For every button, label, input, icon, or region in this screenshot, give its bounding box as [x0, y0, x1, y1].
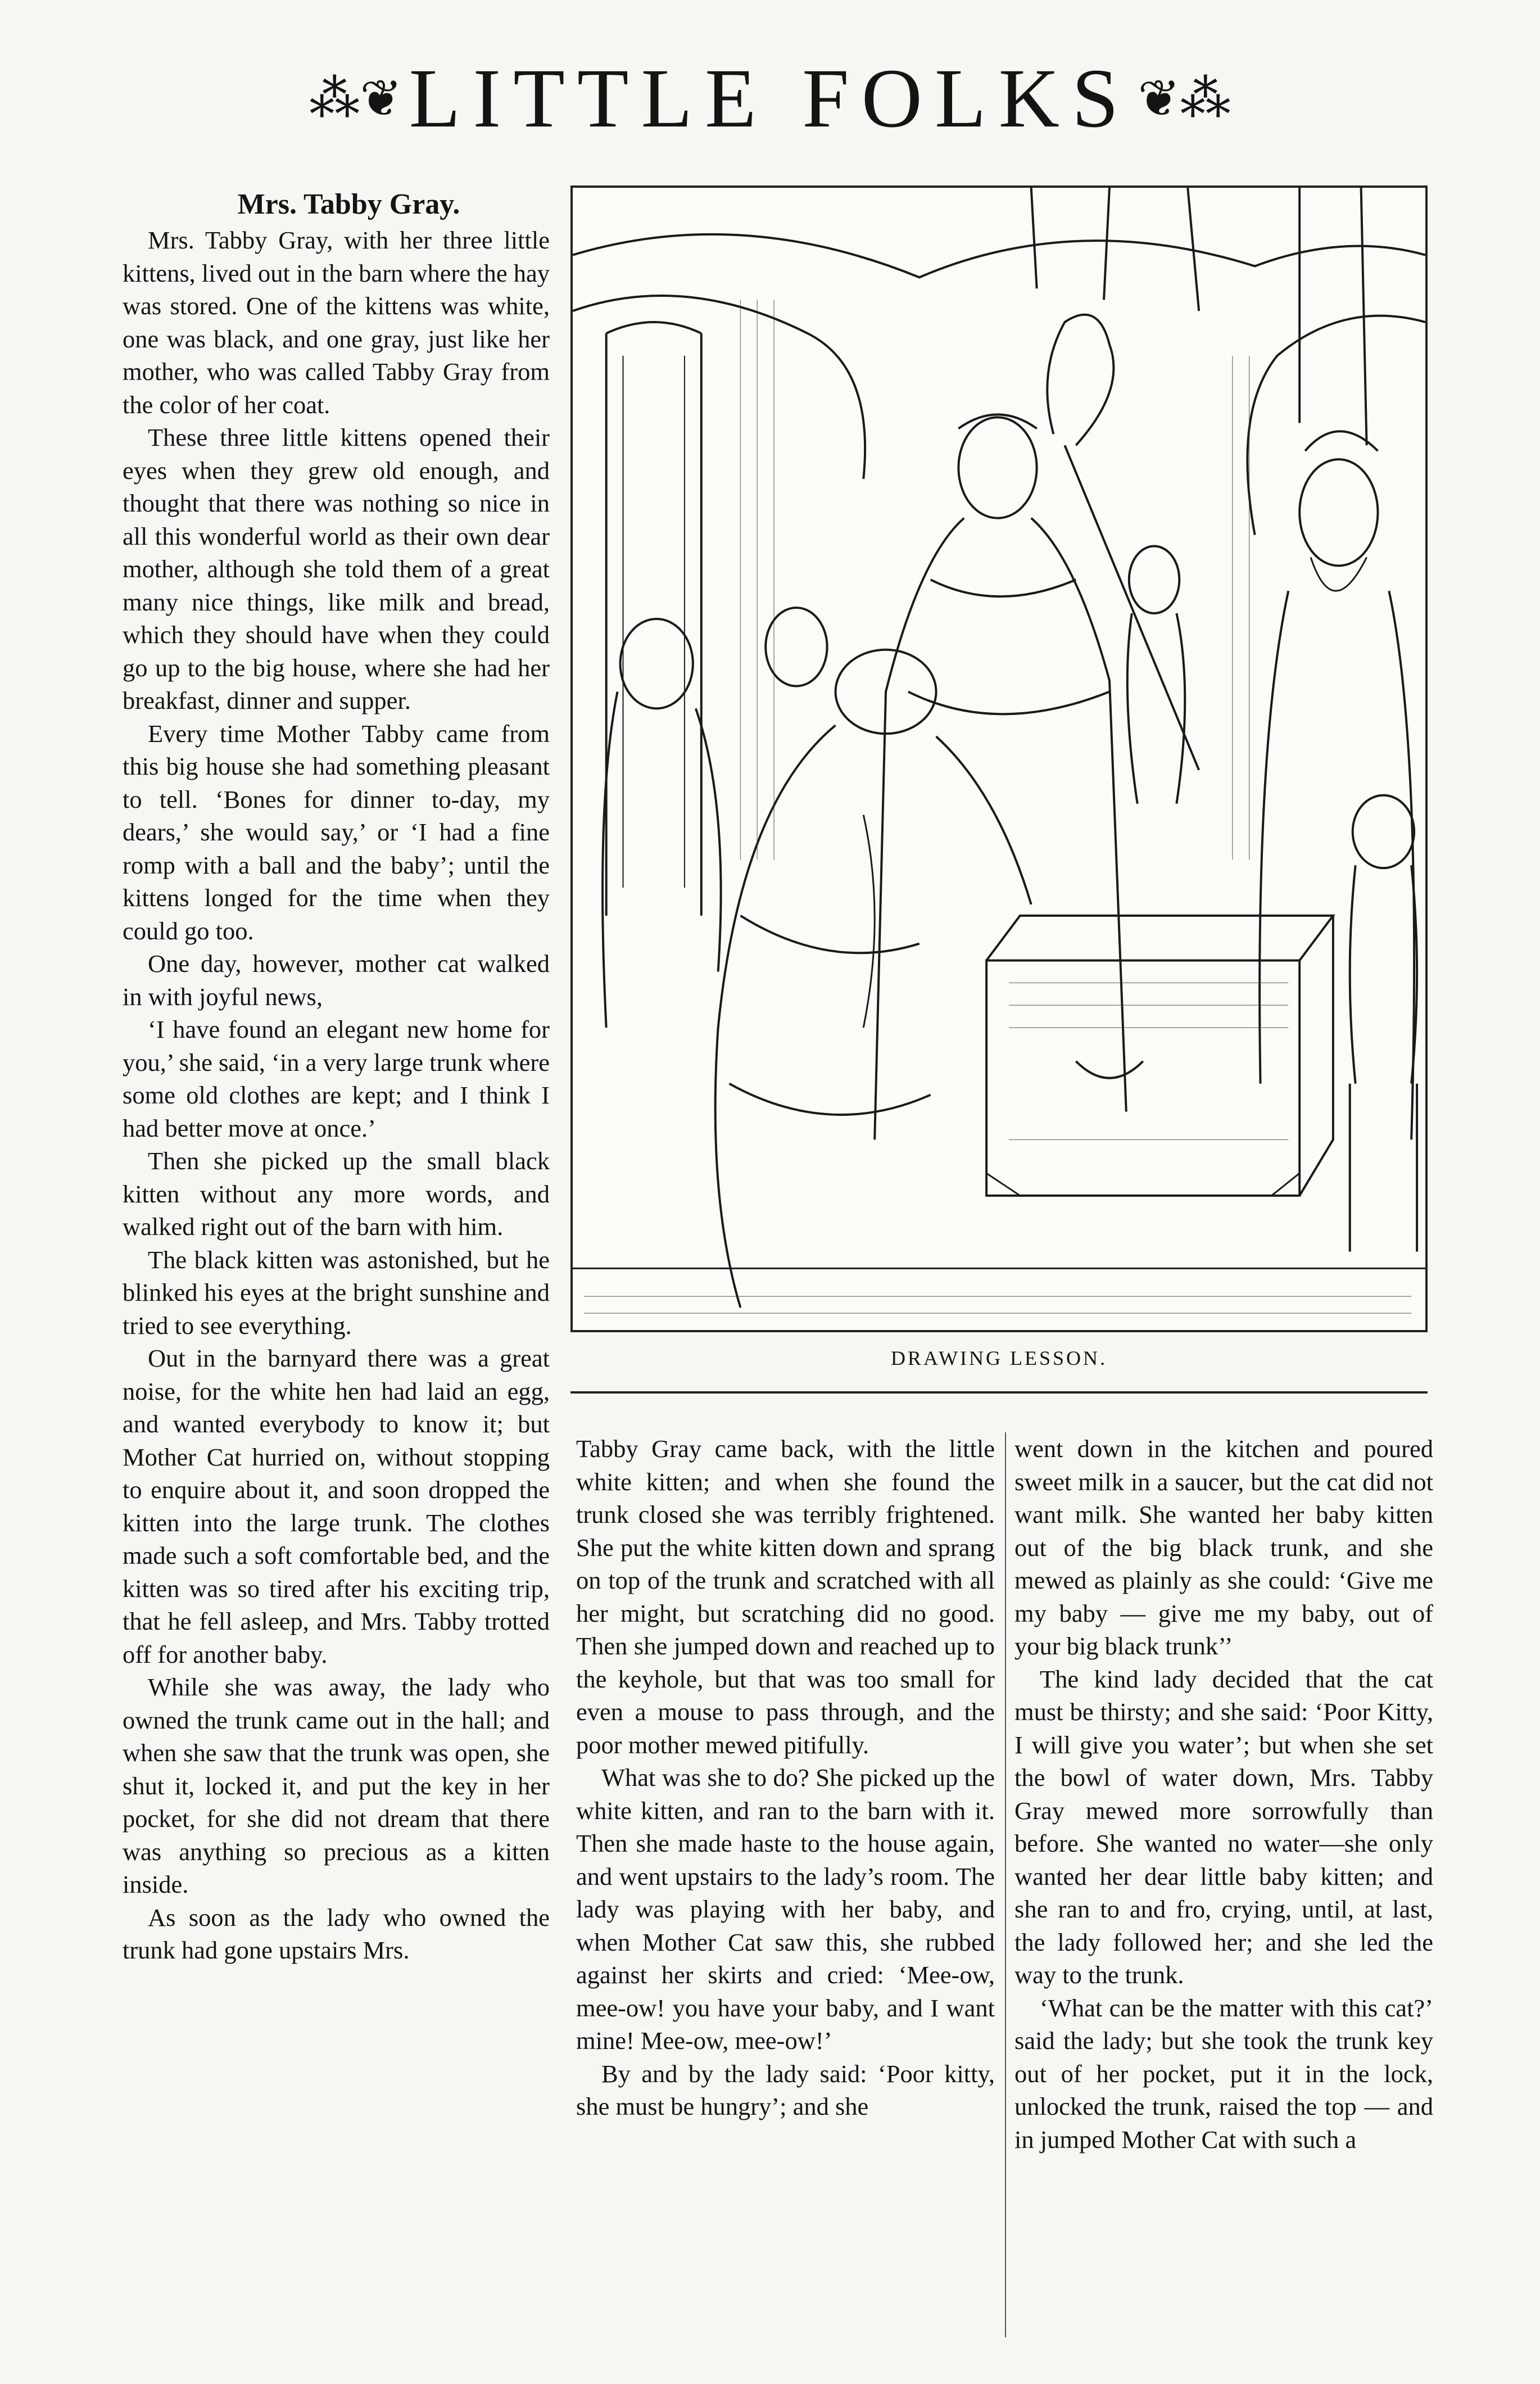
left-ornament: ⁂❦ [309, 71, 402, 127]
paragraph: ‘I have found an elegant new home for you,’ she said, ‘in a very large trunk where some old clothes are kept; and I think I had better move at once.’ [123, 1015, 550, 1142]
paragraph: went down in the kitchen and poured sweet milk in a saucer, but the cat did not want milk. She wanted her baby kitten out of the big black trunk, and she mewed as plainly as she could: ‘Give me my baby — give me my baby, out of your big black trunk’’ [1014, 1435, 1433, 1660]
story-column-2 [576, 1432, 995, 2123]
paragraph: As soon as the lady who owned the trunk had gone upstairs Mrs. [123, 1903, 550, 1964]
horizontal-rule [570, 1391, 1428, 1394]
masthead-title: LITTLE FOLKS [409, 52, 1131, 145]
story-column-3 [1014, 1432, 1433, 2156]
story-column-1 [123, 186, 550, 1967]
masthead [0, 53, 1540, 143]
engraving-image [573, 188, 1425, 1330]
right-ornament: ❦⁂ [1138, 71, 1231, 127]
paragraph: One day, however, mother cat walked in with joyful news, [123, 949, 550, 1011]
paragraph: These three little kittens opened their eyes when they grew old enough, and thought that there was nothing so nice in all this wonderful world as their own dear mother, although she told them of a great many nice things, like milk and bread, which they should have when they could go up to the big house, where she had her breakfast, dinner and supper. [123, 423, 550, 714]
paragraph: ‘What can be the matter with this cat?’ said the lady; but she took the trunk key out of her pocket, put it in the lock, unlocked the trunk, raised the top — and in jumped Mother Cat with such a [1014, 1993, 1433, 2154]
paragraph: Mrs. Tabby Gray, with her three little kittens, lived out in the barn where the hay was stored. One of the kittens was white, one was black, and one gray, just like her mother, who was called Tabby Gray from the color of her coat. [123, 226, 550, 419]
paragraph: Tabby Gray came back, with the little white kitten; and when she found the trunk closed she was terribly frightened. She put the white kitten down and sprang on top of the trunk and scratched with all her might, but scratching did no good. Then she jumped down and reached up to the keyhole, but that was too small for even a mouse to pass through, and the poor mother mewed pitifully. [576, 1435, 995, 1759]
paragraph: The black kitten was astonished, but he blinked his eyes at the bright sunshine and tried to see everything. [123, 1245, 550, 1340]
paragraph: By and by the lady said: ‘Poor kitty, she must be hungry’; and she [576, 2059, 995, 2120]
illustration-caption: DRAWING LESSON. [890, 1347, 1108, 1369]
paragraph: The kind lady decided that the cat must be thirsty; and she said: ‘Poor Kitty, I will give you water’; but when she set the bowl of water down, Mrs. Tabby Gray mewed more sorrowfully than before. She wanted no water—she only wanted her dear little baby kitten; and she ran to and fro, crying, until, at last, the lady followed her; and she led the way to the trunk. [1014, 1664, 1433, 1989]
column-separator [1005, 1432, 1006, 2337]
paragraph: While she was away, the lady who owned the trunk came out in the hall; and when she saw that the trunk was open, she shut it, locked it, and put the key in her pocket, for she did not dream that there was anything so precious as a kitten inside. [123, 1673, 550, 1898]
paragraph: Every time Mother Tabby came from this big house she had something pleasant to tell. ‘Bones for dinner to-day, my dears,’ she would say,’ or ‘I had a fine romp with a ball and the baby’; until the kittens longed for the time when they could go too. [123, 719, 550, 945]
paragraph: Then she picked up the small black kitten without any more words, and walked right out of the barn with him. [123, 1147, 550, 1241]
paragraph: Out in the barnyard there was a great noise, for the white hen had laid an egg, and wanted everybody to know it; but Mother Cat hurried on, without stopping to enquire about it, and soon dropped the kitten into the large trunk. The clothes made such a soft comfortable bed, and the kitten was so tired after his exciting trip, that he fell asleep, and Mrs. Tabby trotted off for another baby. [123, 1344, 550, 1668]
paragraph: What was she to do? She picked up the white kitten, and ran to the barn with it. Then she made haste to the house again, and went upstairs to the lady’s room. The lady was playing with her baby, and when Mother Cat saw this, she rubbed against her skirts and cried: ‘Mee-ow, mee-ow! you have your baby, and I want mine! Mee-ow, mee-ow!’ [576, 1763, 995, 2055]
story-title: Mrs. Tabby Gray. [237, 188, 460, 220]
drawing-lesson-illustration [570, 186, 1428, 1332]
